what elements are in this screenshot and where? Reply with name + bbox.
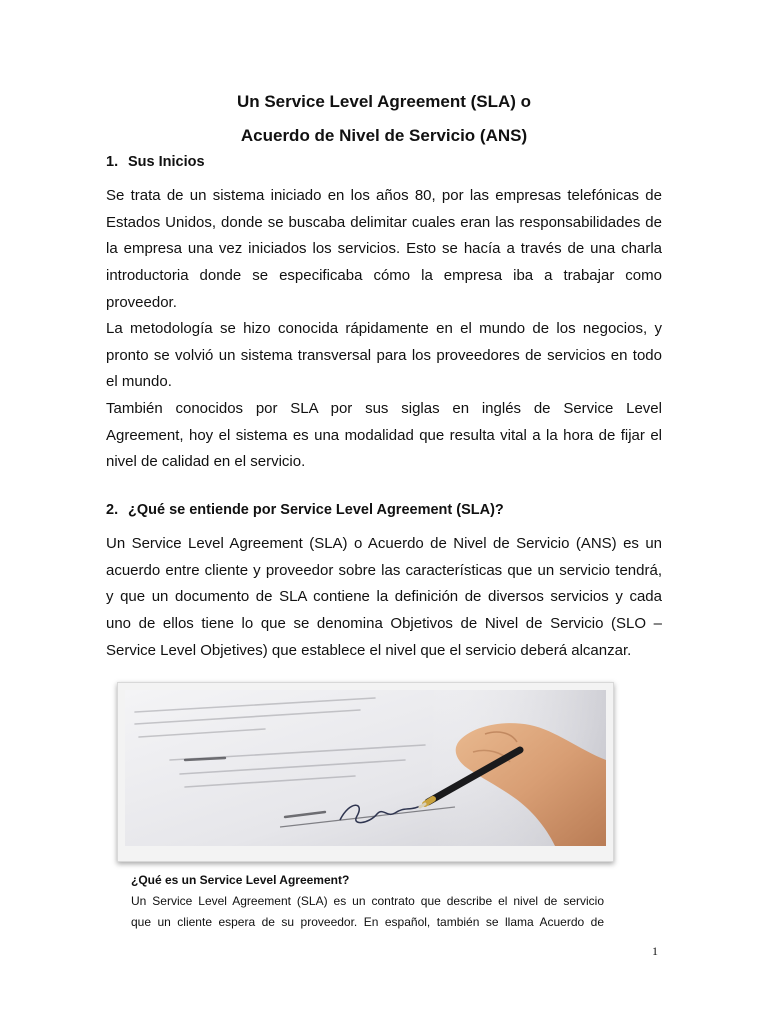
text-line: Un Service Level Agreement (SLA) o Acuerdo de Nivel de Servicio (ANS) es un (106, 535, 662, 552)
page-number: 1 (652, 944, 658, 958)
figure-caption-title: ¿Qué es un Service Level Agreement? (131, 873, 350, 887)
section-1-heading (106, 153, 205, 171)
caption-line: Un Service Level Agreement (SLA) es un contrato que describe el nivel de servicio (131, 894, 604, 908)
section-2-heading (106, 501, 504, 519)
text-line: la empresa una vez iniciados los servicios. Esto se hacía a través de una charla (106, 240, 662, 258)
text-line: nivel de calidad en el servicio. (106, 453, 306, 471)
section-2-number: 2. (106, 502, 119, 518)
caption-line: que un cliente espera de su proveedor. En español, también se llama Acuerdo de (131, 915, 604, 929)
text-line: acuerdo entre cliente y proveedor sobre las características que un servicio tendrá, (106, 561, 662, 579)
figure-caption (131, 891, 604, 933)
text-line: Agreement, hoy el sistema es una modalidad que resulta vital a la hora de fijar el (106, 426, 662, 444)
text-line: Se trata de un sistema iniciado en los años 80, por las empresas telefónicas de (106, 187, 662, 204)
text-line: introductoria donde se especificaba cómo la empresa iba a trabajar como (106, 267, 662, 285)
document-title-line-2: Acuerdo de Nivel de Servicio (ANS) (240, 126, 528, 145)
contract-signing-photo (125, 690, 606, 846)
text-line: pronto se volvió un sistema transversal para los proveedores de servicios en todo (106, 346, 662, 364)
text-line: y que un documento de SLA contiene la definición de diversos servicios y cada (106, 588, 662, 606)
text-line: Estados Unidos, donde se buscaba delimitar cuales eran las responsabilidades de (106, 213, 662, 231)
section-1-paragraph-2 (106, 316, 662, 396)
section-1-paragraph-3 (106, 396, 662, 476)
section-2-title: ¿Qué se entiende por Service Level Agreement (SLA)? (128, 502, 504, 518)
contract-signing-figure (117, 682, 614, 862)
section-2-paragraph (106, 531, 662, 664)
text-line: La metodología se hizo conocida rápidamente en el mundo de los negocios, y (106, 320, 662, 337)
section-1-paragraph-1 (106, 183, 662, 316)
text-line: el mundo. (106, 373, 172, 391)
section-1-number: 1. (106, 154, 119, 170)
section-1-title: Sus Inicios (128, 154, 205, 170)
text-line: Service Level Objetives) que establece el nivel que el servicio deberá alcanzar. (106, 641, 632, 659)
text-line: uno de ellos tiene lo que se denomina Objetivos de Nivel de Servicio (SLO – (106, 615, 662, 633)
text-line: También conocidos por SLA por sus siglas en inglés de Service Level (106, 400, 662, 417)
text-line: proveedor. (106, 293, 177, 311)
document-title-line-1: Un Service Level Agreement (SLA) o (236, 92, 532, 111)
